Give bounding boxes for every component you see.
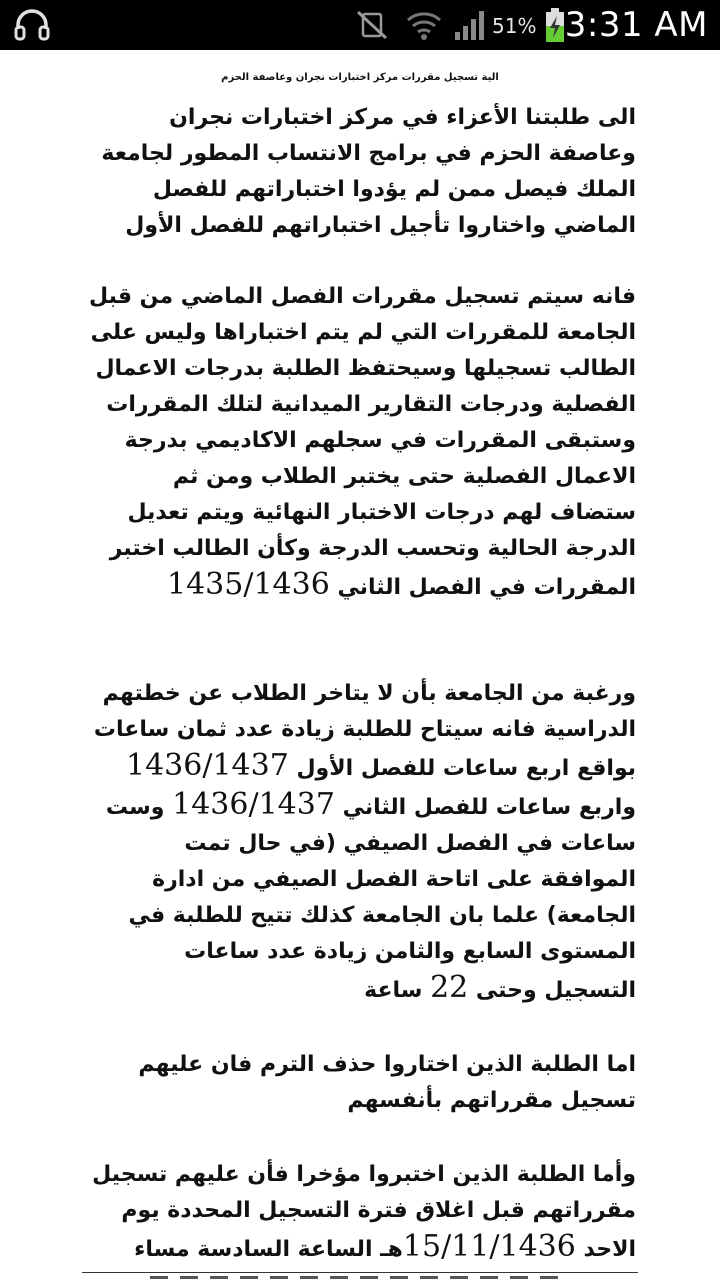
paragraph-text: هـ الساعة السادسة مساء — [134, 1237, 403, 1262]
paragraph-text: الى طلبتنا الأعزاء في مركز اختبارات نجران وعاصفة الحزم في برامج الانتساب المطور لجامعة الملك فيصل ممن لم يؤدوا اختباراتهم للفصل الماضي واختاروا تأجيل اختباراتهم للفصل الأول — [101, 105, 636, 238]
headset-icon — [10, 0, 54, 50]
status-bar — [0, 0, 720, 50]
clock: 3:31 AM — [564, 5, 708, 45]
paragraph-text: فانه سيتم تسجيل مقررات الفصل الماضي من قبل الجامعة للمقررات التي لم يتم اختباراها وليس على الطالب تسجيلها وسيحتفظ الطلبة بدرجات الاعمال الفصلية ودرجات التقارير الميدانية لتلك المقررات وستبقى المقررات في سجلهم الاكاديمي بدرجة الاعمال الفصلية حتى يختبر الطلاب ومن ثم ستضاف لهم درجات الاختبار النهائية ويتم تعديل الدرجة الحالية وتحسب الدرجة وكأن الطالب اختبر المقررات في الفصل الثاني — [88, 284, 636, 600]
paragraph-intro — [86, 100, 636, 244]
paragraph-extra-hours — [86, 676, 636, 1009]
paragraph-term-withdrawal — [86, 1047, 636, 1119]
paragraph-text: وست ساعات في الفصل الصيفي (في حال تمت الموافقة على اتاحة الفصل الصيفي من ادارة الجامعة) علما بان الجامعة كذلك تتيح للطلبة في المستوى السابع والثامن زيادة عدد ساعات التسجيل وحتى — [105, 795, 636, 1003]
paragraph-deadline — [86, 1157, 636, 1268]
paragraph-text: واربع ساعات للفصل الثاني — [334, 795, 636, 820]
deadline-date: 15/11/1436 — [402, 1229, 576, 1264]
document-header: الية تسجيل مقررات مركز اختبارات نجران وعاصفة الحزم — [221, 72, 499, 83]
paragraph-text: ساعة — [364, 978, 431, 1003]
wifi-icon — [404, 0, 444, 50]
paragraph-registration — [86, 279, 636, 606]
battery-percent: 51% — [492, 14, 537, 38]
paragraph-text: ورغبة من الجامعة بأن لا يتاخر الطلاب عن خطتهم الدراسية فانه سيتاح للطلبة زيادة عدد ثمان ساعات بواقع اربع ساعات للفصل الأول — [93, 681, 636, 781]
paragraph-text: اما الطلبة الذين اختاروا حذف الترم فان عليهم تسجيل مقرراتهم بأنفسهم — [138, 1052, 636, 1113]
academic-year: 1435/1436 — [166, 567, 330, 602]
document-body — [86, 100, 636, 1268]
academic-year: 1436/1437 — [172, 787, 335, 822]
mute-icon — [352, 0, 392, 50]
footer-divider — [82, 1272, 638, 1273]
paragraph-text: وأما الطلبة الذين اختبروا مؤخرا فأن عليهم تسجيل مقرراتهم قبل اغلاق فترة التسجيل المحددة يوم الاحد — [92, 1162, 636, 1262]
footer-cutoff-text — [150, 1276, 570, 1279]
max-hours: 22 — [430, 970, 469, 1005]
academic-year: 1436/1437 — [126, 748, 289, 783]
signal-icon — [452, 0, 488, 50]
